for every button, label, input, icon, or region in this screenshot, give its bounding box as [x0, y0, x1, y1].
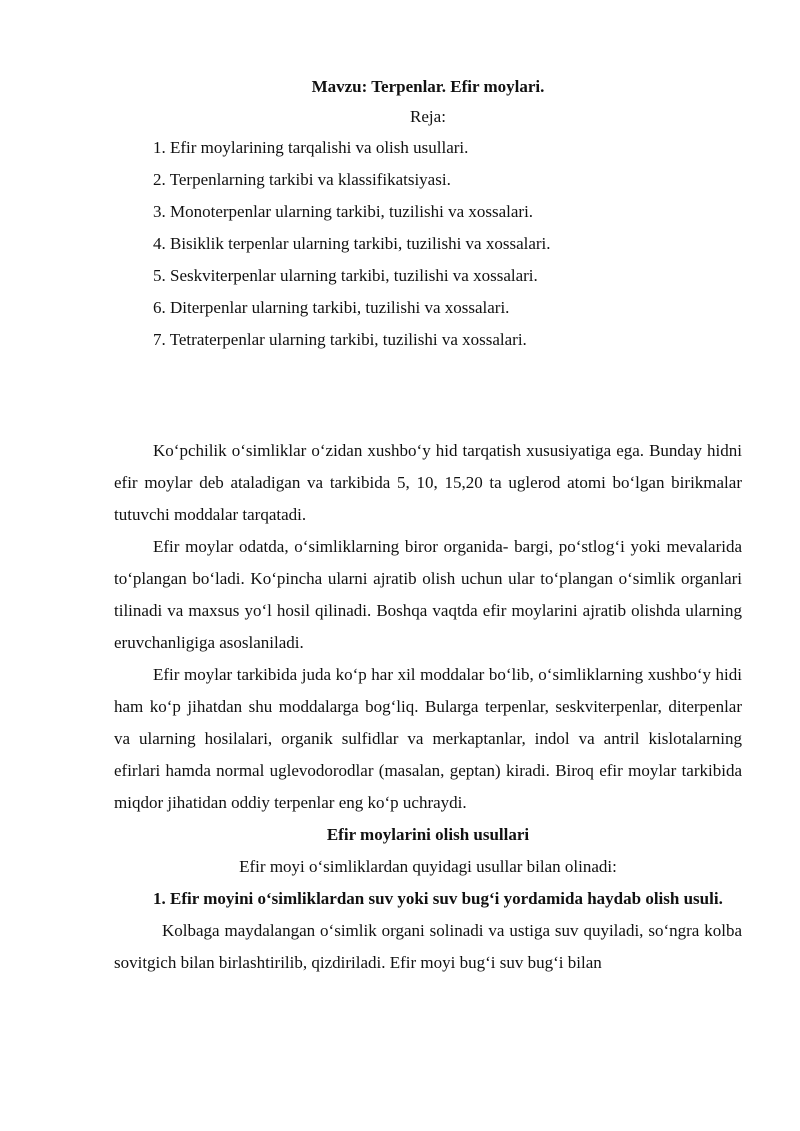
body-paragraph: Efir moylar tarkibida juda ko‘p har xil moddalar bo‘lib, o‘simliklarning xushbo‘y hidi ham ko‘p jihatdan shu moddalarga bog‘liq. Bularga terpenlar, seskviterpenlar, diterpenlar va ularning hosilalari, organik sulfidlar va merkaptanlar, indol va antril kislotalarning efirlari hamda normal uglevodorodlar (masalan, geptan) kiradi. Biroq efir moylar tarkibida miqdor jihatidan oddiy terpenlar eng ko‘p uchraydi. [114, 665, 742, 812]
document-page [114, 74, 742, 979]
section-spacer [114, 356, 742, 435]
plan-label: Reja: [410, 107, 446, 126]
document-title: Mavzu: Terpenlar. Efir moylari. [311, 77, 545, 96]
plan-list [114, 132, 742, 356]
body-paragraph: Ko‘pchilik o‘simliklar o‘zidan xushbo‘y hid tarqatish xususiyatiga ega. Bunday hidni efir moylar deb ataladigan va tarkibida 5, 10, 15,20 ta uglerod atomi bo‘lgan birikmalar tutuvchi moddalar tarqatadi. [114, 441, 742, 524]
plan-item: 5. Seskviterpenlar ularning tarkibi, tuzilishi va xossalari. [153, 266, 538, 285]
section-heading: Efir moylarini olish usullari [326, 825, 530, 844]
plan-item: 1. Efir moylarining tarqalishi va olish usullari. [153, 138, 469, 157]
plan-item: 4. Bisiklik terpenlar ularning tarkibi, tuzilishi va xossalari. [153, 234, 551, 253]
plan-item: 6. Diterpenlar ularning tarkibi, tuzilishi va xossalari. [153, 298, 510, 317]
plan-item: 7. Tetraterpenlar ularning tarkibi, tuzilishi va xossalari. [153, 330, 527, 349]
plan-item: 3. Monoterpenlar ularning tarkibi, tuzilishi va xossalari. [153, 202, 534, 221]
body-paragraph: Efir moylar odatda, o‘simliklarning biror organida- bargi, po‘stlog‘i yoki mevalarida to‘plangan bo‘ladi. Ko‘pincha ularni ajratib olish uchun ular to‘plangan o‘simlik organlari tilinadi va maxsus yo‘l hosil qilinadi. Boshqa vaqtda efir moylarini ajratib olishda ularning eruvchanligiga asoslaniladi. [114, 537, 742, 652]
method-heading: 1. Efir moyini o‘simliklardan suv yoki suv bug‘i yordamida haydab olish usuli. [153, 889, 723, 908]
method-paragraph: Kolbaga maydalangan o‘simlik organi solinadi va ustiga suv quyiladi, so‘ngra kolba sovitgich bilan birlashtirilib, qizdiriladi. Efir moyi bug‘i suv bug‘i bilan [114, 921, 742, 972]
section-intro: Efir moyi o‘simliklardan quyidagi usullar bilan olinadi: [239, 857, 617, 876]
plan-item: 2. Terpenlarning tarkibi va klassifikatsiyasi. [153, 170, 451, 189]
